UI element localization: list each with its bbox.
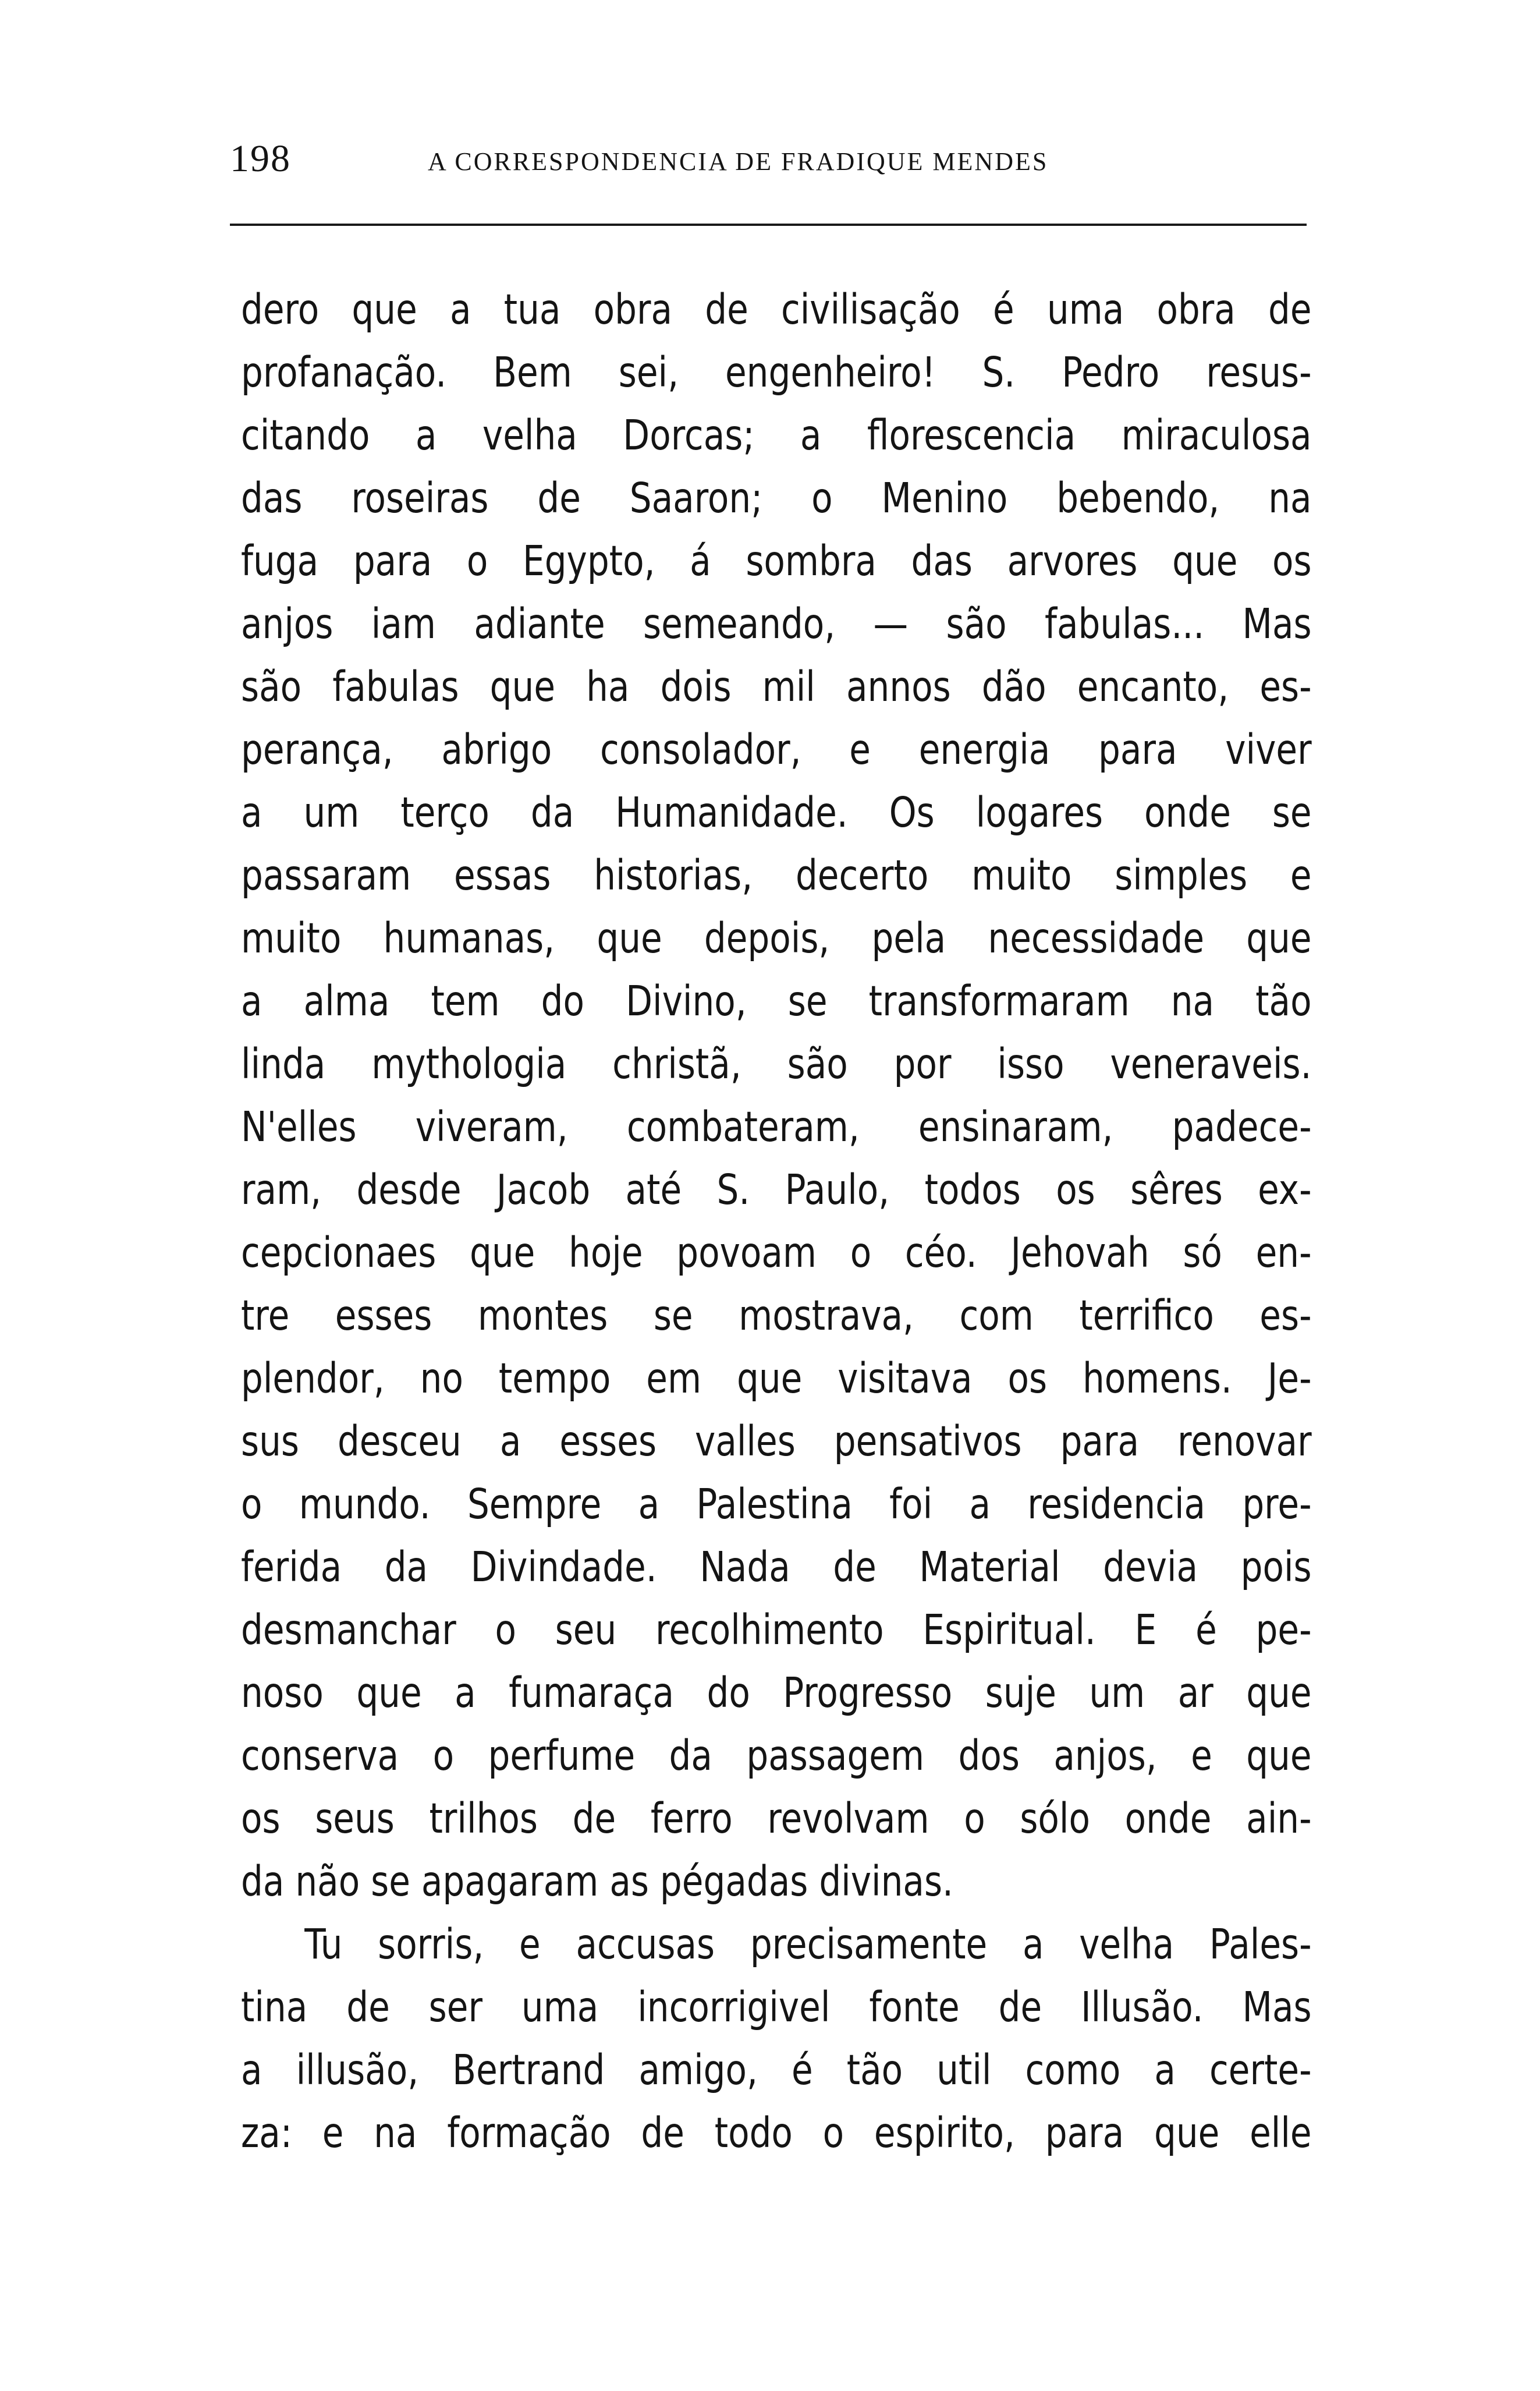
- text-line: cepcionaes que hoje povoam o céo. Jehovah só en-: [241, 1228, 1312, 1277]
- text-line: tina de ser uma incorrigivel fonte de Illusão. Mas: [241, 1983, 1312, 2031]
- text-line: profanação. Bem sei, engenheiro! S. Pedro resus-: [241, 348, 1312, 396]
- text-line: o mundo. Sempre a Palestina foi a residencia pre-: [241, 1480, 1312, 1528]
- text-line: passaram essas historias, decerto muito simples e: [241, 851, 1312, 899]
- text-line: desmanchar o seu recolhimento Espiritual. E é pe-: [241, 1606, 1312, 1654]
- text-line: za: e na formação de todo o espirito, para que elle: [241, 2109, 1312, 2157]
- text-line: noso que a fumaraça do Progresso suje um ar que: [241, 1669, 1312, 1717]
- text-line: ram, desde Jacob até S. Paulo, todos os sêres ex-: [241, 1166, 1312, 1214]
- body-text: [241, 278, 1312, 2165]
- text-line: os seus trilhos de ferro revolvam o sólo onde ain-: [241, 1794, 1312, 1843]
- text-line: das roseiras de Saaron; o Menino bebendo, na: [241, 474, 1312, 522]
- text-line: dero que a tua obra de civilisação é uma obra de: [241, 285, 1312, 334]
- text-line: a illusão, Bertrand amigo, é tão util como a certe-: [241, 2046, 1312, 2094]
- text-line: citando a velha Dorcas; a florescencia miraculosa: [241, 411, 1312, 459]
- text-line: plendor, no tempo em que visitava os homens. Je-: [241, 1354, 1312, 1402]
- text-line: conserva o perfume da passagem dos anjos, e que: [241, 1731, 1312, 1780]
- text-line: tre esses montes se mostrava, com terrifico es-: [241, 1291, 1312, 1340]
- text-line: sus desceu a esses valles pensativos para renovar: [241, 1417, 1312, 1465]
- header-rule: [230, 224, 1307, 226]
- text-line: linda mythologia christã, são por isso veneraveis.: [241, 1040, 1312, 1088]
- text-line: muito humanas, que depois, pela necessidade que: [241, 914, 1312, 962]
- running-title: A CORRESPONDENCIA DE FRADIQUE MENDES: [428, 147, 1049, 176]
- text-line: a alma tem do Divino, se transformaram na tão: [241, 977, 1312, 1025]
- running-head: [230, 133, 1312, 185]
- text-line: perança, abrigo consolador, e energia para viver: [241, 725, 1312, 774]
- text-line: fuga para o Egypto, á sombra das arvores que os: [241, 537, 1312, 585]
- page-number: 198: [230, 137, 291, 180]
- text-line: da não se apagaram as pégadas divinas.: [241, 1857, 953, 1905]
- text-line: anjos iam adiante semeando, — são fabulas... Mas: [241, 600, 1312, 648]
- text-line: a um terço da Humanidade. Os logares onde se: [241, 788, 1312, 837]
- text-line: são fabulas que ha dois mil annos dão encanto, es-: [241, 663, 1312, 711]
- text-line: N'elles viveram, combateram, ensinaram, padece-: [241, 1103, 1312, 1151]
- text-line: ferida da Divindade. Nada de Material devia pois: [241, 1543, 1312, 1591]
- text-line: Tu sorris, e accusas precisamente a velha Pales-: [304, 1920, 1312, 1968]
